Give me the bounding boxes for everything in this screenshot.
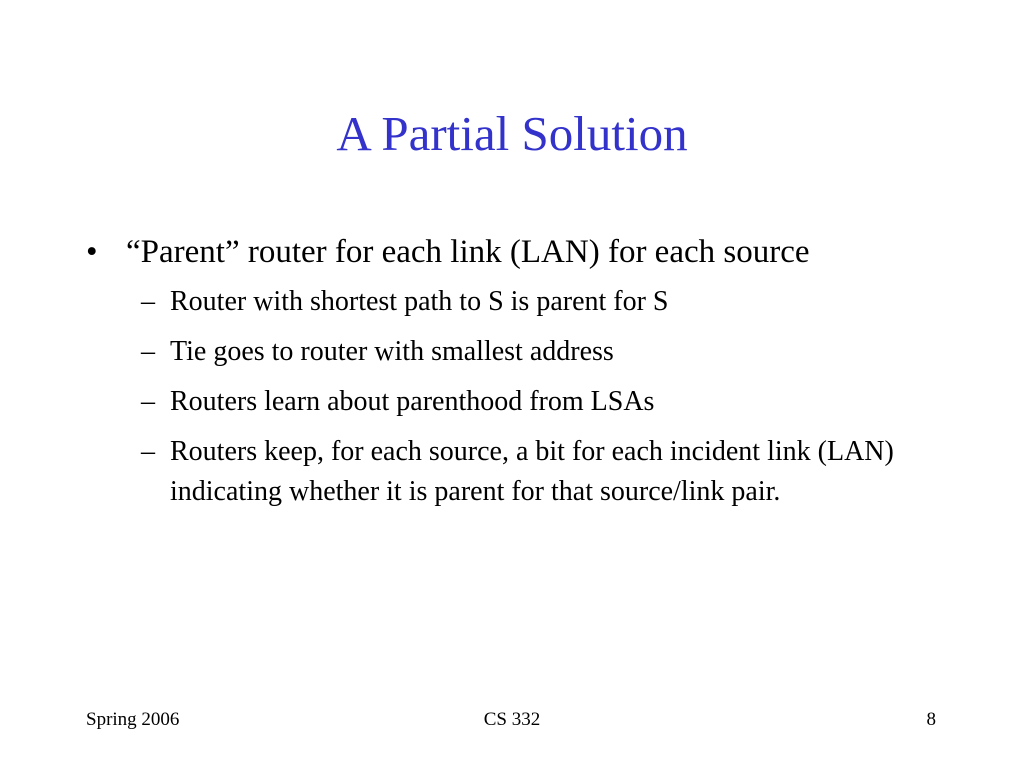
bullet-marker: • bbox=[86, 234, 98, 270]
bullet-text: “Parent” router for each link (LAN) for each source bbox=[126, 234, 810, 270]
sub-bullet-marker: – bbox=[141, 386, 155, 417]
footer-date: Spring 2006 bbox=[86, 709, 180, 730]
sub-bullet-text: Routers learn about parenthood from LSAs bbox=[170, 386, 655, 417]
sub-bullet-text: Tie goes to router with smallest address bbox=[170, 336, 614, 367]
sub-bullet-marker: – bbox=[141, 436, 155, 467]
sub-bullet-marker: – bbox=[141, 336, 155, 367]
sub-bullet-marker: – bbox=[141, 286, 155, 317]
sub-bullet-text: Router with shortest path to S is parent for S bbox=[170, 286, 669, 317]
sub-bullet-list bbox=[86, 282, 946, 512]
footer-page-number: 8 bbox=[926, 709, 936, 730]
footer-course: CS 332 bbox=[483, 709, 541, 730]
sub-bullet-item bbox=[86, 332, 910, 372]
bullet-item bbox=[86, 228, 946, 276]
slide-body bbox=[86, 228, 946, 522]
sub-bullet-item bbox=[86, 282, 910, 322]
sub-bullet-text: Routers keep, for each source, a bit for each incident link (LAN) indicating whether it is parent for that source/link pair. bbox=[170, 436, 894, 507]
sub-bullet-item bbox=[86, 432, 910, 512]
sub-bullet-item bbox=[86, 382, 910, 422]
slide-title: A Partial Solution bbox=[336, 106, 688, 161]
